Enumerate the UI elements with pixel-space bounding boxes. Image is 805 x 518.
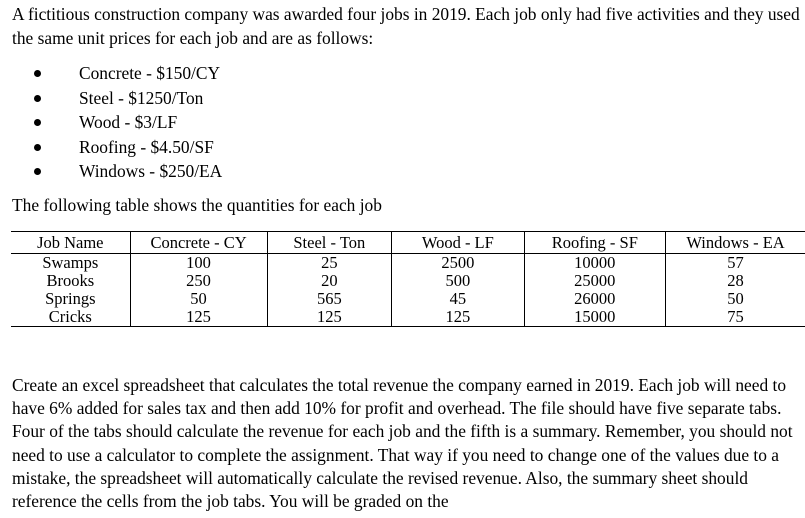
bullet-icon	[34, 95, 41, 102]
cell-concrete: 100	[130, 254, 267, 273]
unit-price-list	[34, 61, 222, 184]
unit-price-text: Roofing - $4.50/SF	[79, 136, 214, 157]
quantities-table	[11, 231, 805, 327]
header-job-name: Job Name	[11, 232, 130, 254]
header-roofing: Roofing - SF	[524, 232, 666, 254]
header-concrete: Concrete - CY	[130, 232, 267, 254]
cell-steel: 20	[267, 272, 392, 290]
unit-price-text: Steel - $1250/Ton	[79, 87, 204, 108]
cell-wood: 45	[392, 290, 524, 308]
cell-wood: 2500	[392, 254, 524, 273]
unit-price-text: Windows - $250/EA	[79, 161, 223, 182]
header-windows: Windows - EA	[666, 232, 805, 254]
bullet-icon	[34, 168, 41, 175]
cell-concrete: 125	[130, 308, 267, 327]
cell-roofing: 25000	[524, 272, 666, 290]
cell-job-name: Brooks	[11, 272, 130, 290]
cell-wood: 500	[392, 272, 524, 290]
unit-price-item	[34, 86, 222, 111]
table-row	[11, 254, 805, 273]
cell-roofing: 15000	[524, 308, 666, 327]
header-wood: Wood - LF	[392, 232, 524, 254]
unit-price-text: Concrete - $150/CY	[79, 63, 221, 83]
cell-steel: 125	[267, 308, 392, 327]
unit-price-item	[34, 159, 222, 184]
unit-price-item	[34, 61, 222, 86]
cell-job-name: Cricks	[11, 308, 130, 327]
cell-concrete: 50	[130, 290, 267, 308]
cell-windows: 28	[727, 271, 744, 290]
unit-price-item	[34, 110, 222, 135]
cell-wood: 125	[392, 308, 524, 327]
cell-job-name: Springs	[11, 290, 130, 308]
header-steel: Steel - Ton	[267, 232, 392, 254]
unit-price-item	[34, 135, 222, 160]
cell-job-name: Swamps	[11, 254, 130, 273]
bullet-icon	[34, 144, 41, 151]
table-row	[11, 308, 805, 327]
cell-windows: 57	[727, 253, 744, 272]
cell-concrete: 250	[130, 272, 267, 290]
cell-roofing: 10000	[524, 254, 666, 273]
cell-roofing: 26000	[524, 290, 666, 308]
table-header-row	[11, 232, 805, 254]
bullet-icon	[34, 119, 41, 126]
cell-steel: 25	[267, 254, 392, 273]
table-row	[11, 290, 805, 308]
cell-windows: 75	[666, 308, 805, 327]
table-row	[11, 272, 805, 290]
table-caption: The following table shows the quantities for each job	[12, 195, 382, 215]
cell-windows: 50	[727, 289, 744, 308]
bullet-icon	[34, 70, 41, 77]
cell-steel: 565	[267, 290, 392, 308]
intro-paragraph: A fictitious construction company was awarded four jobs in 2019. Each job only had five activities and they used the same unit prices for each job and are as follows:	[12, 4, 800, 48]
unit-price-text: Wood - $3/LF	[79, 112, 178, 133]
instructions-paragraph: Create an excel spreadsheet that calculates the total revenue the company earned in 2019. Each job will need to have 6% added for sales tax and then add 10% for profit and overhead. The file should have five separate tabs. Four of the tabs should calculate the revenue for each job and the fifth is a summary. Remember, you should not need to use a calculator to complete the assignment. That way if you need to change one of the values due to a mistake, the spreadsheet will automatically calculate the revised revenue. Also, the summary sheet should reference the cells from the job tabs. You will be graded on the	[12, 375, 793, 512]
